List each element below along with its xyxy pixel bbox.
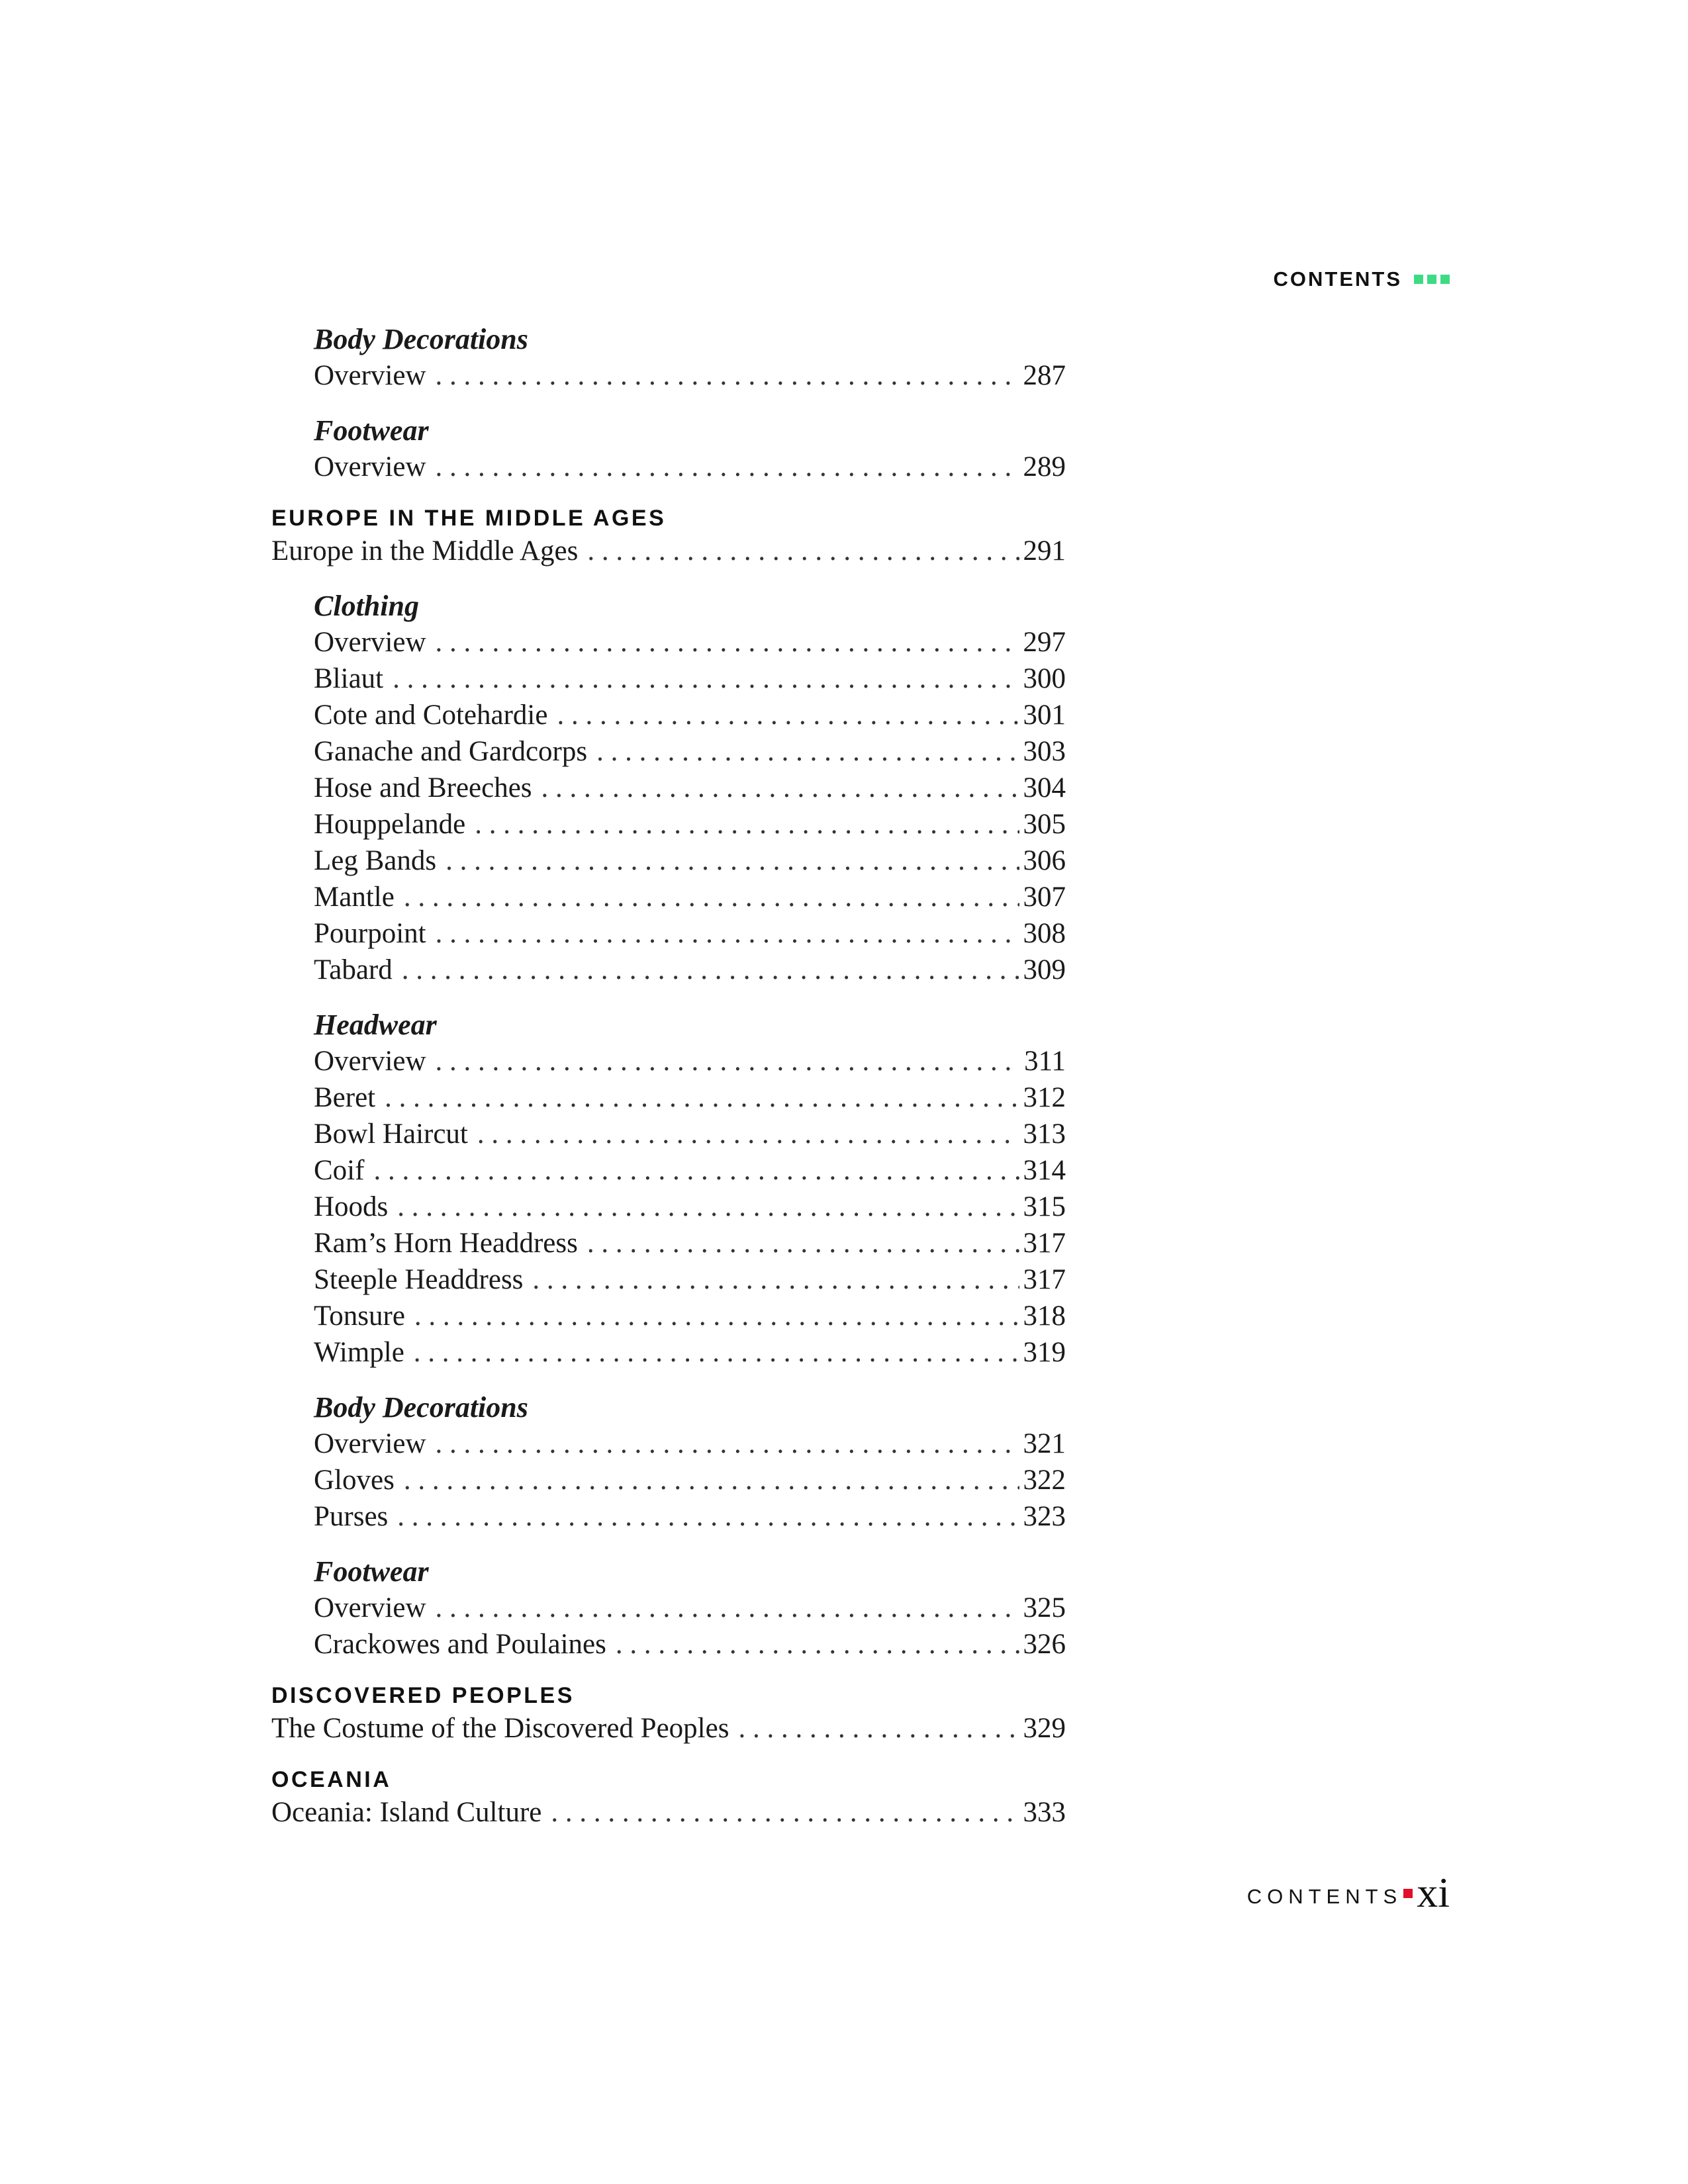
entry-page: 325 xyxy=(1023,1592,1066,1623)
dot-leader xyxy=(557,697,1019,733)
entry-page: 305 xyxy=(1023,809,1066,840)
toc-entry[interactable] xyxy=(314,915,1066,952)
dot-leader xyxy=(404,879,1019,915)
toc-entry[interactable] xyxy=(314,1626,1066,1662)
toc-entry-main[interactable] xyxy=(271,533,1066,569)
entry-page: 301 xyxy=(1023,700,1066,731)
dot-leader xyxy=(445,842,1019,879)
dot-leader xyxy=(373,1152,1019,1189)
entry-page: 313 xyxy=(1023,1118,1066,1150)
toc-entry[interactable] xyxy=(314,1043,1066,1079)
dot-leader xyxy=(385,1079,1019,1116)
entry-title: Purses xyxy=(314,1501,389,1532)
section-heading-oceania: OCEANIA xyxy=(271,1767,392,1792)
entry-title: Houppelande xyxy=(314,809,466,840)
entry-title: Crackowes and Poulaines xyxy=(314,1629,606,1660)
entry-title: Mantle xyxy=(314,882,395,913)
dot-leader xyxy=(587,1225,1019,1261)
entry-page: 287 xyxy=(1023,360,1066,391)
subheading-body-decorations: Body Decorations xyxy=(314,1391,528,1424)
toc-entry[interactable] xyxy=(314,806,1066,842)
toc-entry[interactable] xyxy=(314,449,1066,485)
subheading-clothing: Clothing xyxy=(314,590,419,622)
entry-title: Overview xyxy=(314,360,426,391)
entry-title: Beret xyxy=(314,1082,376,1113)
subheading-footwear: Footwear xyxy=(314,414,429,447)
entry-title: Overview xyxy=(314,1592,426,1623)
entry-title: Bliaut xyxy=(314,663,384,694)
page-number: xi xyxy=(1417,1869,1450,1916)
toc-entry[interactable] xyxy=(314,733,1066,770)
entry-title: Overview xyxy=(314,1428,426,1459)
toc-entry[interactable] xyxy=(314,1189,1066,1225)
dot-leader xyxy=(436,1043,1021,1079)
toc-entry[interactable] xyxy=(314,1426,1066,1462)
toc-entry[interactable] xyxy=(314,697,1066,733)
entry-title: Hose and Breeches xyxy=(314,772,532,803)
running-head-label: CONTENTS xyxy=(1273,267,1402,291)
subheading-headwear: Headwear xyxy=(314,1009,437,1041)
toc-entry[interactable] xyxy=(314,1590,1066,1626)
entry-title: Ganache and Gardcorps xyxy=(314,736,588,767)
dot-leader xyxy=(532,1261,1019,1298)
entry-page: 322 xyxy=(1023,1465,1066,1496)
entry-title: Pourpoint xyxy=(314,918,426,949)
toc-entry[interactable] xyxy=(314,1116,1066,1152)
toc-entry[interactable] xyxy=(314,1225,1066,1261)
green-square-icon xyxy=(1414,275,1423,284)
entry-page: 323 xyxy=(1023,1501,1066,1532)
dot-leader xyxy=(541,770,1019,806)
dot-leader xyxy=(436,449,1019,485)
entry-page: 326 xyxy=(1023,1629,1066,1660)
entry-page: 333 xyxy=(1023,1797,1066,1828)
entry-page: 306 xyxy=(1023,845,1066,876)
running-head xyxy=(1273,266,1450,293)
entry-title: Europe in the Middle Ages xyxy=(271,535,579,567)
entry-page: 314 xyxy=(1023,1155,1066,1186)
entry-title: Cote and Cotehardie xyxy=(314,700,548,731)
dot-leader xyxy=(551,1794,1019,1831)
toc-entry[interactable] xyxy=(314,879,1066,915)
entry-page: 312 xyxy=(1023,1082,1066,1113)
entry-title: Leg Bands xyxy=(314,845,437,876)
toc-entry[interactable] xyxy=(314,1498,1066,1535)
entry-title: Steeple Headdress xyxy=(314,1264,524,1295)
dot-leader xyxy=(436,915,1019,952)
entry-page: 321 xyxy=(1023,1428,1066,1459)
entry-page: 308 xyxy=(1023,918,1066,949)
dot-leader xyxy=(402,952,1019,988)
entry-page: 315 xyxy=(1023,1191,1066,1222)
section-heading-europe: EUROPE IN THE MIDDLE AGES xyxy=(271,506,667,531)
dot-leader xyxy=(436,624,1019,660)
entry-page: 318 xyxy=(1023,1300,1066,1332)
dot-leader xyxy=(436,1590,1019,1626)
toc-entry[interactable] xyxy=(314,1334,1066,1371)
table-of-contents xyxy=(271,321,1066,1831)
dot-leader xyxy=(414,1334,1019,1371)
entry-page: 303 xyxy=(1023,736,1066,767)
dot-leader xyxy=(738,1710,1019,1747)
footer-label: CONTENTS xyxy=(1246,1885,1403,1908)
entry-page: 289 xyxy=(1023,451,1066,482)
dot-leader xyxy=(414,1298,1019,1334)
entry-title: Overview xyxy=(314,627,426,658)
entry-page: 300 xyxy=(1023,663,1066,694)
page-footer xyxy=(1205,1869,1450,1916)
dot-leader xyxy=(436,1426,1019,1462)
entry-page: 309 xyxy=(1023,954,1066,985)
dot-leader xyxy=(393,660,1019,697)
entry-title: Coif xyxy=(314,1155,365,1186)
dot-leader xyxy=(587,533,1019,569)
toc-entry[interactable] xyxy=(314,842,1066,879)
toc-entry[interactable] xyxy=(314,770,1066,806)
section-heading-discovered-peoples: DISCOVERED PEOPLES xyxy=(271,1683,575,1708)
entry-title: Gloves xyxy=(314,1465,395,1496)
entry-title: Bowl Haircut xyxy=(314,1118,468,1150)
entry-title: The Costume of the Discovered Peoples xyxy=(271,1713,729,1744)
entry-title: Ram’s Horn Headdress xyxy=(314,1228,578,1259)
toc-entry-main[interactable] xyxy=(271,1710,1066,1747)
entry-title: Overview xyxy=(314,451,426,482)
entry-page: 311 xyxy=(1024,1046,1066,1077)
entry-title: Wimple xyxy=(314,1337,404,1368)
entry-title: Tonsure xyxy=(314,1300,405,1332)
entry-page: 329 xyxy=(1023,1713,1066,1744)
toc-entry[interactable] xyxy=(314,1152,1066,1189)
subheading-footwear: Footwear xyxy=(314,1555,429,1588)
toc-entry-main[interactable] xyxy=(271,1794,1066,1831)
dot-leader xyxy=(475,806,1019,842)
toc-entry[interactable] xyxy=(314,357,1066,394)
entry-title: Tabard xyxy=(314,954,393,985)
dot-leader xyxy=(477,1116,1019,1152)
toc-entry[interactable] xyxy=(314,952,1066,988)
entry-page: 291 xyxy=(1023,535,1066,567)
entry-title: Hoods xyxy=(314,1191,389,1222)
entry-title: Oceania: Island Culture xyxy=(271,1797,542,1828)
entry-page: 307 xyxy=(1023,882,1066,913)
toc-entry[interactable] xyxy=(314,624,1066,660)
dot-leader xyxy=(596,733,1019,770)
dot-leader xyxy=(404,1462,1019,1498)
dot-leader xyxy=(397,1189,1019,1225)
entry-title: Overview xyxy=(314,1046,426,1077)
toc-entry[interactable] xyxy=(314,660,1066,697)
running-head-squares xyxy=(1410,275,1450,284)
entry-page: 319 xyxy=(1023,1337,1066,1368)
toc-entry[interactable] xyxy=(314,1079,1066,1116)
toc-entry[interactable] xyxy=(314,1298,1066,1334)
toc-entry[interactable] xyxy=(314,1462,1066,1498)
green-square-icon xyxy=(1440,275,1450,284)
dot-leader xyxy=(436,357,1019,394)
entry-page: 304 xyxy=(1023,772,1066,803)
green-square-icon xyxy=(1427,275,1436,284)
red-square-icon xyxy=(1403,1889,1413,1898)
entry-page: 317 xyxy=(1023,1264,1066,1295)
dot-leader xyxy=(616,1626,1019,1662)
toc-entry[interactable] xyxy=(314,1261,1066,1298)
entry-page: 317 xyxy=(1023,1228,1066,1259)
subheading-body-decorations: Body Decorations xyxy=(314,323,528,355)
entry-page: 297 xyxy=(1023,627,1066,658)
dot-leader xyxy=(397,1498,1019,1535)
